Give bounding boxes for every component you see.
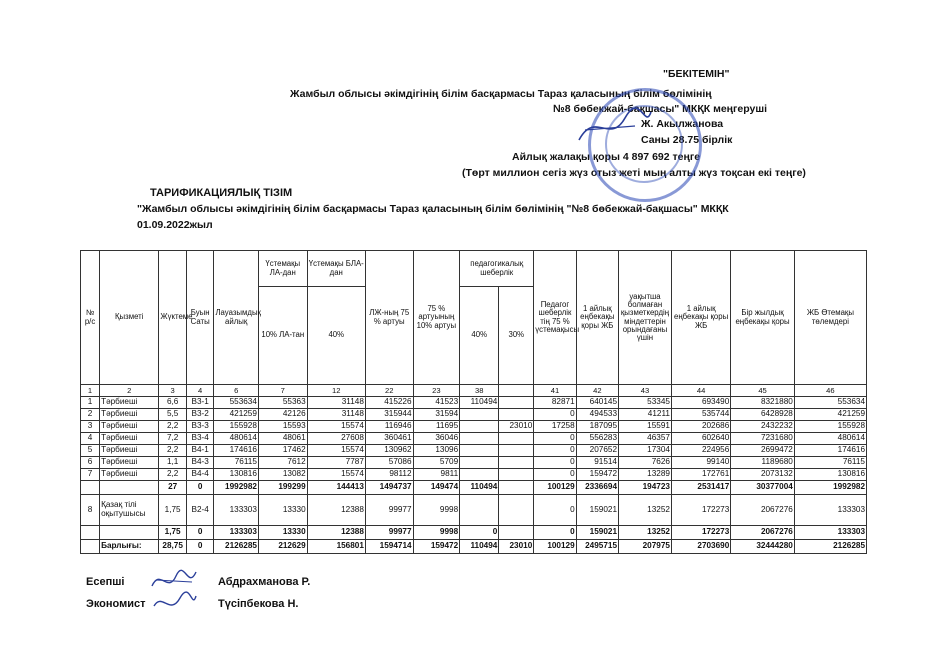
table-cell: 155928 <box>794 421 866 433</box>
director-signature <box>575 100 655 150</box>
table-cell: 4 <box>81 433 100 445</box>
table-cell: В3-3 <box>186 421 214 433</box>
table-cell: 199299 <box>258 481 307 495</box>
column-number: 12 <box>307 385 365 397</box>
table-cell: 100129 <box>534 481 576 495</box>
table-cell <box>100 481 159 495</box>
table-cell: 421259 <box>214 409 258 421</box>
table-cell: 207975 <box>619 540 672 554</box>
table-cell: 2432232 <box>731 421 795 433</box>
table-cell: 15574 <box>307 445 365 457</box>
table-cell: 13252 <box>619 495 672 526</box>
table-cell: 9998 <box>413 495 460 526</box>
subtotal-row <box>81 481 867 495</box>
table-cell: 553634 <box>214 397 258 409</box>
table-cell: 0 <box>534 409 576 421</box>
header-art75: 75 % артуының 10% артуы <box>413 251 460 385</box>
table-cell: 82871 <box>534 397 576 409</box>
header-year-fund: Бір жылдық еңбекақы қоры <box>731 251 795 385</box>
table-cell <box>499 433 534 445</box>
table-cell: 116946 <box>365 421 413 433</box>
table-cell: 27 <box>159 481 187 495</box>
table-cell: 0 <box>460 526 499 540</box>
table-cell: 13096 <box>413 445 460 457</box>
column-number: 7 <box>258 385 307 397</box>
table-cell: В3-2 <box>186 409 214 421</box>
total-row <box>81 540 867 554</box>
table-cell: 48061 <box>258 433 307 445</box>
table-cell: 2126285 <box>794 540 866 554</box>
header-salary: Лауазымдық айлық <box>214 251 258 385</box>
table-cell <box>460 433 499 445</box>
table-cell: 27608 <box>307 433 365 445</box>
table-cell: 202686 <box>671 421 730 433</box>
table-cell: Тәрбиеші <box>100 421 159 433</box>
table-cell: 415226 <box>365 397 413 409</box>
table-cell: 99140 <box>671 457 730 469</box>
table-cell: 360461 <box>365 433 413 445</box>
table-cell: 172273 <box>671 495 730 526</box>
subtotal-row <box>81 526 867 540</box>
table-cell: 110494 <box>460 481 499 495</box>
table-cell: 159021 <box>576 526 618 540</box>
table-cell: 130816 <box>794 469 866 481</box>
table-cell: 12388 <box>307 526 365 540</box>
approval-line-5: Айлық жалақы қоры 4 897 692 теңге <box>512 151 701 163</box>
table-cell: 159021 <box>576 495 618 526</box>
header-ped-group: педагогикалық шеберлік <box>460 251 534 287</box>
column-number: 38 <box>460 385 499 397</box>
table-cell: Тәрбиеші <box>100 445 159 457</box>
table-cell: 2,2 <box>159 469 187 481</box>
table-cell: 194723 <box>619 481 672 495</box>
table-cell: 133303 <box>794 526 866 540</box>
table-cell <box>499 457 534 469</box>
header-load: Жүктеме <box>159 251 187 385</box>
table-cell: 36046 <box>413 433 460 445</box>
column-number: 42 <box>576 385 618 397</box>
table-cell: 0 <box>534 457 576 469</box>
table-cell: 0 <box>186 481 214 495</box>
table-cell: 133303 <box>214 526 258 540</box>
table-cell: 13252 <box>619 526 672 540</box>
table-cell: 1,75 <box>159 495 187 526</box>
table-cell: 1,1 <box>159 457 187 469</box>
table-cell: 2495715 <box>576 540 618 554</box>
header-bla-40: 40% <box>307 287 365 385</box>
table-cell: 133303 <box>214 495 258 526</box>
table-cell: Барлығы: <box>100 540 159 554</box>
table-cell: 2699472 <box>731 445 795 457</box>
table-cell: 17304 <box>619 445 672 457</box>
column-number: 1 <box>81 385 100 397</box>
table-cell: 91514 <box>576 457 618 469</box>
table-cell <box>81 526 100 540</box>
table-cell <box>460 421 499 433</box>
table-cell <box>460 409 499 421</box>
table-cell: 1992982 <box>794 481 866 495</box>
table-cell <box>460 445 499 457</box>
accountant-label: Есепші <box>86 576 125 588</box>
header-position: Қызметі <box>100 251 159 385</box>
table-cell: 7 <box>81 469 100 481</box>
table-cell: В4-3 <box>186 457 214 469</box>
table-cell: 5709 <box>413 457 460 469</box>
table-cell <box>499 397 534 409</box>
table-cell: 17462 <box>258 445 307 457</box>
table-cell: 98112 <box>365 469 413 481</box>
table-cell: 28,75 <box>159 540 187 554</box>
table-cell: 172273 <box>671 526 730 540</box>
table-cell: Тәрбиеші <box>100 409 159 421</box>
table-cell: 0 <box>534 469 576 481</box>
table-cell <box>499 469 534 481</box>
table-cell: 11695 <box>413 421 460 433</box>
table-cell: 480614 <box>794 433 866 445</box>
table-cell: 480614 <box>214 433 258 445</box>
table-cell: 133303 <box>794 495 866 526</box>
table-cell: 55363 <box>258 397 307 409</box>
table-row <box>81 433 867 445</box>
table-row <box>81 445 867 457</box>
header-temp: уақытша болмаған қызметкердің міндеттерін орындағаны үшін <box>619 251 672 385</box>
table-cell: 556283 <box>576 433 618 445</box>
table-cell: 32444280 <box>731 540 795 554</box>
table-cell: 13289 <box>619 469 672 481</box>
table-cell: 7,2 <box>159 433 187 445</box>
header-bla-group: Үстемақы БЛА-дан <box>307 251 365 287</box>
table-cell: 41211 <box>619 409 672 421</box>
table-cell: Тәрбиеші <box>100 433 159 445</box>
table-cell: 99977 <box>365 495 413 526</box>
table-cell: 174616 <box>214 445 258 457</box>
table-cell: В3-4 <box>186 433 214 445</box>
header-grade: Буын Саты <box>186 251 214 385</box>
table-cell: В2-4 <box>186 495 214 526</box>
table-cell: 159472 <box>413 540 460 554</box>
table-cell: 156801 <box>307 540 365 554</box>
table-cell: 693490 <box>671 397 730 409</box>
table-row <box>81 421 867 433</box>
column-number: 2 <box>100 385 159 397</box>
approval-line-4: Саны 28.75 бірлік <box>641 134 733 146</box>
table-cell: 149474 <box>413 481 460 495</box>
table-cell: Тәрбиеші <box>100 469 159 481</box>
table-cell: 13330 <box>258 526 307 540</box>
table-cell: 1992982 <box>214 481 258 495</box>
table-cell: 9998 <box>413 526 460 540</box>
table-cell: В3-1 <box>186 397 214 409</box>
table-cell <box>460 469 499 481</box>
table-cell: 7787 <box>307 457 365 469</box>
column-number: 43 <box>619 385 672 397</box>
economist-signature <box>150 588 200 618</box>
table-cell: 15574 <box>307 421 365 433</box>
table-cell: Қазақ тілі оқытушысы <box>100 495 159 526</box>
table-cell: 5,5 <box>159 409 187 421</box>
table-cell <box>81 540 100 554</box>
header-month-fund: 1 айлық еңбекақы қоры ЖБ <box>576 251 618 385</box>
table-cell: 1494737 <box>365 481 413 495</box>
table-cell: 6428928 <box>731 409 795 421</box>
table-cell: 2067276 <box>731 495 795 526</box>
table-row <box>81 469 867 481</box>
header-la-10: 10% ЛА-тан <box>258 287 307 385</box>
table-cell <box>81 481 100 495</box>
column-number: 22 <box>365 385 413 397</box>
table-row <box>81 457 867 469</box>
column-number: 23 <box>413 385 460 397</box>
column-number <box>499 385 534 397</box>
table-cell: 13082 <box>258 469 307 481</box>
table-cell: 76115 <box>214 457 258 469</box>
table-cell: 5 <box>81 445 100 457</box>
table-cell: 174616 <box>794 445 866 457</box>
table-cell: 2531417 <box>671 481 730 495</box>
table-cell: 172761 <box>671 469 730 481</box>
table-cell: Тәрбиеші <box>100 397 159 409</box>
table-cell: 159472 <box>576 469 618 481</box>
table-cell: 1594714 <box>365 540 413 554</box>
table-cell: 17258 <box>534 421 576 433</box>
table-row <box>81 409 867 421</box>
accountant-name: Абдрахманова Р. <box>218 576 311 588</box>
header-ped-30: 30% <box>499 287 534 385</box>
table-cell: 13330 <box>258 495 307 526</box>
table-cell: 6 <box>81 457 100 469</box>
table-cell: 553634 <box>794 397 866 409</box>
economist-label: Экономист <box>86 598 146 610</box>
table-cell: 0 <box>534 495 576 526</box>
table-cell: 1 <box>81 397 100 409</box>
column-number: 44 <box>671 385 730 397</box>
table-cell <box>499 526 534 540</box>
header-ped75: Педагог шеберлік тің 75 % үстемақысы <box>534 251 576 385</box>
table-cell: 7231680 <box>731 433 795 445</box>
table-cell: 31148 <box>307 397 365 409</box>
column-number: 3 <box>159 385 187 397</box>
table-cell: 0 <box>186 540 214 554</box>
header-la-group: Үстемақы ЛА-дан <box>258 251 307 287</box>
table-row <box>81 397 867 409</box>
approval-line-2: №8 бөбекжай-бақшасы" МКҚК меңгеруші <box>553 103 768 115</box>
table-cell: 602640 <box>671 433 730 445</box>
table-cell: 2067276 <box>731 526 795 540</box>
table-cell: 15574 <box>307 469 365 481</box>
table-cell: 99977 <box>365 526 413 540</box>
table-cell: В4-4 <box>186 469 214 481</box>
approval-line-3: Ж. Акылжанова <box>641 118 724 130</box>
table-cell: 53345 <box>619 397 672 409</box>
doc-title: ТАРИФИКАЦИЯЛЫҚ ТІЗІМ <box>150 187 293 199</box>
table-cell: 640145 <box>576 397 618 409</box>
column-number: 45 <box>731 385 795 397</box>
table-cell: 7612 <box>258 457 307 469</box>
table-cell <box>499 481 534 495</box>
header-ped-40: 40% <box>460 287 499 385</box>
table-cell <box>460 457 499 469</box>
table-cell: 0 <box>534 445 576 457</box>
column-number: 6 <box>214 385 258 397</box>
table-cell: 315944 <box>365 409 413 421</box>
table-cell: 2126285 <box>214 540 258 554</box>
column-number: 41 <box>534 385 576 397</box>
table-cell: 110494 <box>460 540 499 554</box>
table-cell: 144413 <box>307 481 365 495</box>
table-cell: 15591 <box>619 421 672 433</box>
table-cell: 41523 <box>413 397 460 409</box>
table-cell: 2 <box>81 409 100 421</box>
table-cell: 0 <box>534 433 576 445</box>
table-cell: 23010 <box>499 421 534 433</box>
table-cell: 12388 <box>307 495 365 526</box>
table-row <box>81 495 867 526</box>
table-cell: 0 <box>534 526 576 540</box>
column-number: 4 <box>186 385 214 397</box>
table-cell: 3 <box>81 421 100 433</box>
table-cell: 421259 <box>794 409 866 421</box>
table-cell: 110494 <box>460 397 499 409</box>
table-cell <box>499 445 534 457</box>
doc-subtitle: "Жамбыл облысы әкімдігінің білім басқармасы Тараз қаласының білім бөлімінің "№8 бөбекжай-бақшасы" МКҚК <box>137 203 729 215</box>
table-cell <box>460 495 499 526</box>
table-cell: 8321880 <box>731 397 795 409</box>
column-numbers-row <box>81 385 867 397</box>
table-cell: 207652 <box>576 445 618 457</box>
table-cell: 130962 <box>365 445 413 457</box>
tariff-table <box>80 250 867 554</box>
table-cell: 7626 <box>619 457 672 469</box>
table-cell: 2336694 <box>576 481 618 495</box>
table-cell: 2,2 <box>159 421 187 433</box>
table-cell: 2703690 <box>671 540 730 554</box>
table-cell: 494533 <box>576 409 618 421</box>
table-cell: 30377004 <box>731 481 795 495</box>
header-no: № р/с <box>81 251 100 385</box>
table-cell: 2073132 <box>731 469 795 481</box>
approval-line-1: Жамбыл облысы әкімдігінің білім басқармасы Тараз қаласының білім бөлімінің <box>290 88 712 100</box>
table-cell: 535744 <box>671 409 730 421</box>
table-cell: 57086 <box>365 457 413 469</box>
table-cell: 42126 <box>258 409 307 421</box>
table-cell <box>499 495 534 526</box>
economist-name: Түсіпбекова Н. <box>218 598 299 610</box>
approval-title: "БЕКІТЕМІН" <box>663 68 730 80</box>
table-cell: 1189680 <box>731 457 795 469</box>
table-cell: 0 <box>186 526 214 540</box>
header-comp: ЖБ Өтемақы төлемдері <box>794 251 866 385</box>
approval-line-6: (Төрт миллион сегіз жүз отыз жеті мың алты жүз тоқсан екі теңге) <box>462 167 806 179</box>
table-cell: В4-1 <box>186 445 214 457</box>
table-cell: 31148 <box>307 409 365 421</box>
table-cell: 76115 <box>794 457 866 469</box>
table-cell: 9811 <box>413 469 460 481</box>
table-cell: 130816 <box>214 469 258 481</box>
table-cell: 100129 <box>534 540 576 554</box>
doc-date: 01.09.2022жыл <box>137 219 213 231</box>
header-month-fund-2: 1 айлық еңбекақы қоры ЖБ <box>671 251 730 385</box>
table-cell: 31594 <box>413 409 460 421</box>
table-cell: 212629 <box>258 540 307 554</box>
table-cell: 6,6 <box>159 397 187 409</box>
table-cell: 15593 <box>258 421 307 433</box>
table-cell: 1,75 <box>159 526 187 540</box>
table-cell: 8 <box>81 495 100 526</box>
table-cell: 187095 <box>576 421 618 433</box>
table-cell: 23010 <box>499 540 534 554</box>
column-number: 46 <box>794 385 866 397</box>
header-lzh: ЛЖ-ның 75 % артуы <box>365 251 413 385</box>
table-cell: 2,2 <box>159 445 187 457</box>
table-cell: 155928 <box>214 421 258 433</box>
table-cell: Тәрбиеші <box>100 457 159 469</box>
table-cell <box>100 526 159 540</box>
table-cell: 46357 <box>619 433 672 445</box>
table-cell <box>499 409 534 421</box>
table-cell: 224956 <box>671 445 730 457</box>
